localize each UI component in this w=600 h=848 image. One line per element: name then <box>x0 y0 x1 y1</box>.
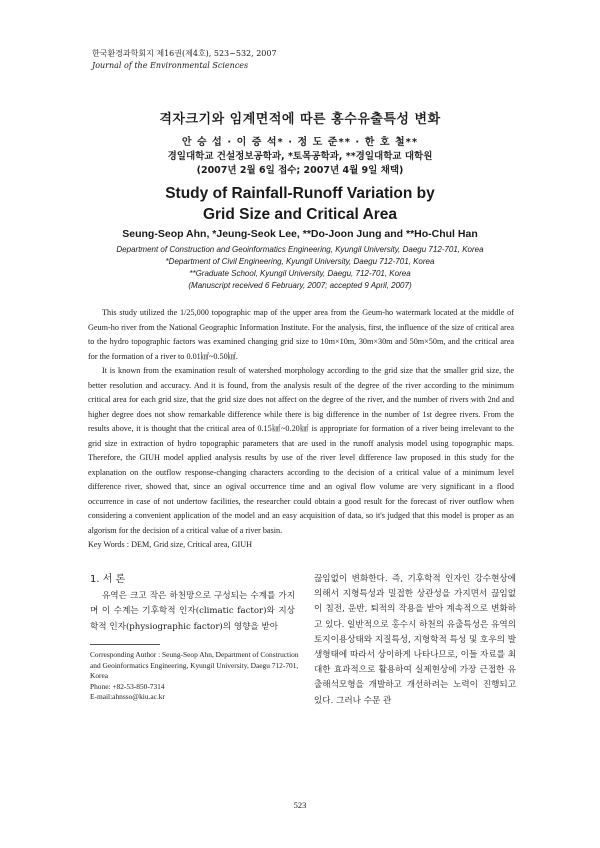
corresponding-author-footnote <box>90 650 300 703</box>
abstract <box>88 306 514 538</box>
manuscript-dates-en: (Manuscript received 6 February, 2007; accepted 9 April, 2007) <box>188 281 412 290</box>
abstract-paragraph-1: This study utilized the 1/25,000 topographic map of the upper area from the Geum-ho watermark located at the middle of Geum-ho river from the National Geographic Information Institute. For the analysis, first, the influence of the size of critical area to the hydro topographic factors was examined changing grid size to 10m×10m, 30m×30m and 50m×50m, and the critical area for the formation of a river to 0.01㎢~0.50㎢. <box>88 308 514 361</box>
journal-name-en: Journal of the Environmental Sciences <box>92 61 249 70</box>
body-left-column <box>90 572 295 635</box>
intro-paragraph-left: 유역은 크고 작은 하천망으로 구성되는 수계를 가지며 이 수계는 기후학적 인자(climatic factor)와 지상학적 인자(physiographic factor)의 영향을 받아 <box>90 591 295 632</box>
abstract-paragraph-2: It is known from the examination result of watershed morphology according to the grid size that the smaller grid size, the better resolution and accuracy. And it is found, from the analysis result of the degree of the river according to the minimum critical area for each grid size, that the grid size does not affect on the degree of the river, and the number of rivers with 2nd and higher degree does not show remarkable difference while there is big difference in the number of 1st degree rivers. From the results above, it is thought that the critical area of 0.15㎢~0.20㎢ is appropriate for formation of a river being irrelevant to the grid size in extraction of hydro topographic parameters that are used in the runoff analysis model using topographic maps. Therefore, the GIUH model applied analysis results by use of the river level difference law proposed in this study for the explanation on the outflow response-changing characters according to the decision of a critical value of a minimum level difference river, showed that, since an ogival occurrence time and an ogival flow volume are very significant in a flood occurrence in case of not undertow facilities, the researcher could obtain a good result for the forecast of river outflow when considering a convenient application of the model and an easy acquisition of data, so it's judged that this model is proper as an algorism for the decision of a critical value of a river basin. <box>88 366 514 535</box>
footnote-author: Corresponding Author : Seung-Seop Ahn, Department of Construction and Geoinformatics Engineering, Kyungil University, Daegu 712-701, Korea <box>90 650 299 681</box>
page-number: 523 <box>293 800 307 810</box>
footnote-phone: Phone: +82-53-850-7314 <box>90 681 165 691</box>
authors-en: Seung-Seop Ahn, *Jeung-Seok Lee, **Do-Joon Jung and **Ho-Chul Han <box>122 228 478 240</box>
footnote-divider <box>90 644 160 645</box>
affiliation-ko-line: 경일대학교 건설정보공학과, *토목공학과, **경일대학교 대학원 <box>167 151 433 162</box>
affiliation-ko <box>0 150 600 178</box>
journal-citation-ko: 한국환경과학회지 제16권(제4호), 523~532, 2007 <box>92 49 277 58</box>
journal-header <box>92 48 277 72</box>
footnote-email: E-mail:ahnsso@kiu.ac.kr <box>90 692 165 702</box>
received-dates-ko: (2007년 2월 6일 접수; 2007년 4월 9일 채택) <box>196 165 404 176</box>
intro-paragraph-right: 끊임없이 변화한다. 즉, 기후학적 인자인 강수현상에 의해서 지형특성과 밀접한 상관성을 가지면서 끊임없이 침전, 운반, 퇴적의 작용을 받아 계속적으로 변화하고 있다. 일반적으로 홍수시 하천의 유출특성은 유역의 토지이용상태와 지질특성, 지형학적 특성 및 호우의 발생형태에 따라서 상이하게 나타나므로, 이들 자료를 최대한 효과적으로 활용하여 실제현상에 가장 근접한 유출해석모형을 개발하고 개선하려는 노력이 진행되고 있다. 그러나 수문 관 <box>314 574 516 706</box>
section-heading-introduction: 1. 서 론 <box>90 574 126 585</box>
keywords: Key Words : DEM, Grid size, Critical area, GIUH <box>88 540 253 549</box>
paper-title-en-line2: Grid Size and Critical Area <box>202 206 398 223</box>
paper-title-en-line1: Study of Rainfall-Runoff Variation by <box>165 185 435 202</box>
affiliation-en-line2: *Department of Civil Engineering, Kyungil University, Daegu 712-701, Korea <box>165 257 435 266</box>
affiliation-en-line1: Department of Construction and Geoinformatics Engineering, Kyungil University, Daegu 712-701, Korea <box>116 245 484 254</box>
affiliation-en-line3: **Graduate School, Kyungil University, Daegu, 712-701, Korea <box>189 269 411 278</box>
paper-title-en <box>0 183 600 225</box>
authors-ko: 안 승 섭 · 이 증 석* · 정 도 준** · 한 호 철** <box>181 137 419 148</box>
paper-title-ko: 격자크기와 임계면적에 따른 홍수유출특성 변화 <box>159 112 441 127</box>
affiliation-en <box>0 244 600 292</box>
body-right-column <box>314 572 516 709</box>
